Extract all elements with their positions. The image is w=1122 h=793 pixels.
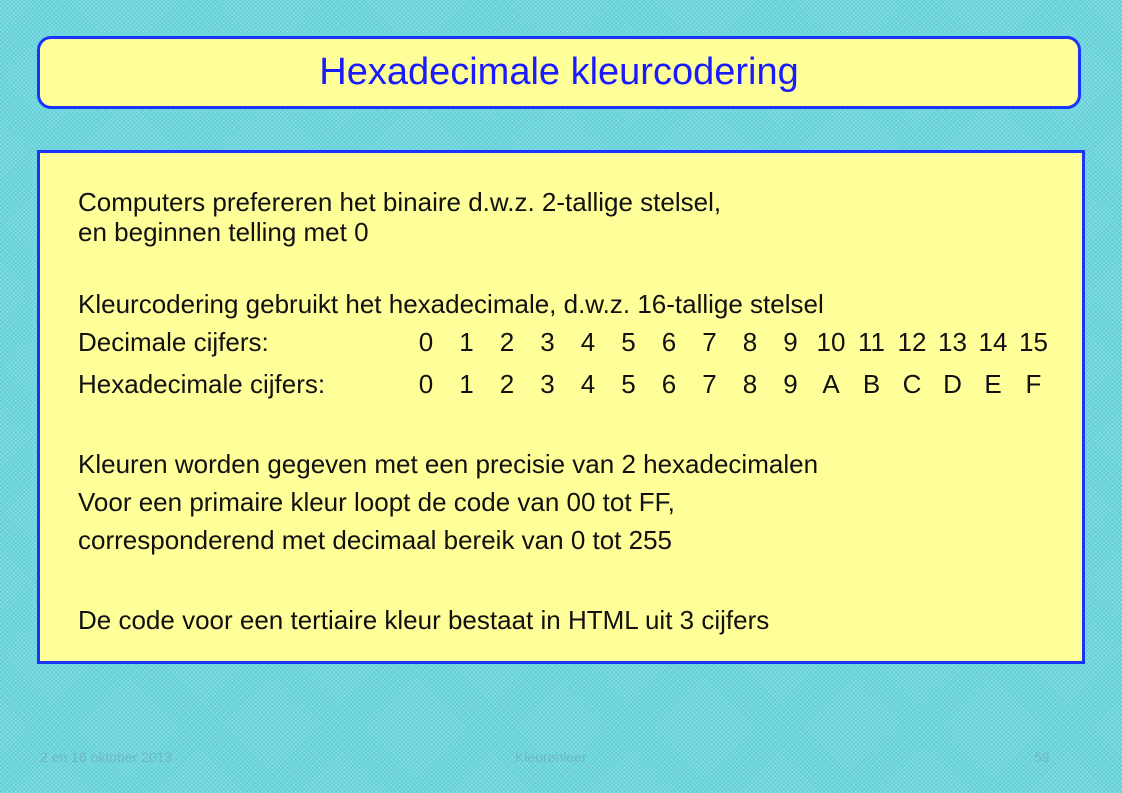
text-line-6: corresponderend met decimaal bereik van 0 tot 255 (78, 525, 673, 555)
hexadecimal-digit: 3 (540, 369, 555, 399)
hexadecimal-digit: 4 (580, 369, 596, 399)
decimal-digit: 12 (897, 327, 927, 357)
decimal-digit: 7 (702, 327, 717, 357)
hexadecimal-digit: C (902, 369, 922, 399)
hexadecimal-digit: 8 (742, 369, 758, 399)
hexadecimal-digit: E (984, 369, 1002, 399)
decimal-digit: 4 (580, 327, 596, 357)
footer-page-number: 59 (1034, 749, 1050, 765)
hexadecimal-digit: 1 (459, 369, 474, 399)
title-box (37, 36, 1081, 109)
decimal-digit: 9 (783, 327, 798, 357)
decimal-digit: 1 (459, 327, 474, 357)
hexadecimal-digit: F (1025, 369, 1042, 399)
decimal-digit: 11 (858, 327, 885, 357)
text-line-3: Kleurcodering gebruikt het hexadecimale, d.w.z. 16-tallige stelsel (78, 289, 824, 319)
content-box (37, 150, 1085, 664)
text-line-5: Voor een primaire kleur loopt de code van 00 tot FF, (78, 487, 675, 517)
text-line-2: en beginnen telling met 0 (78, 217, 369, 247)
slide-title: Hexadecimale kleurcodering (319, 51, 799, 93)
decimal-label: Decimale cijfers: (78, 327, 269, 357)
decimal-digit: 10 (816, 327, 846, 357)
footer-date: 2 en 16 oktober 2013 (40, 749, 173, 765)
text-line-1: Computers prefereren het binaire d.w.z. 2-tallige stelsel, (78, 187, 722, 217)
decimal-digit: 6 (661, 327, 677, 357)
footer-title: Kleurenleer (515, 749, 587, 765)
hexadecimal-digit: B (862, 369, 881, 399)
hexadecimal-digit: 5 (621, 369, 636, 399)
hexadecimal-digit: A (822, 369, 840, 399)
hexadecimal-label: Hexadecimale cijfers: (78, 369, 326, 399)
decimal-digit: 5 (621, 327, 636, 357)
hexadecimal-digit: 2 (499, 369, 515, 399)
hexadecimal-digit: D (943, 369, 962, 399)
decimal-digit: 2 (499, 327, 515, 357)
decimal-digit: 8 (742, 327, 758, 357)
text-line-4: Kleuren worden gegeven met een precisie van 2 hexadecimalen (78, 449, 819, 479)
decimal-digit: 0 (418, 327, 434, 357)
hexadecimal-digit: 6 (661, 369, 677, 399)
hexadecimal-digit: 0 (418, 369, 434, 399)
hexadecimal-digit: 9 (783, 369, 798, 399)
decimal-digit: 13 (938, 327, 967, 357)
hexadecimal-digit: 7 (702, 369, 717, 399)
decimal-digit: 3 (540, 327, 555, 357)
decimal-digit: 14 (978, 327, 1008, 357)
decimal-digit: 15 (1019, 327, 1048, 357)
text-line-7: De code voor een tertiaire kleur bestaat in HTML uit 3 cijfers (78, 605, 770, 635)
